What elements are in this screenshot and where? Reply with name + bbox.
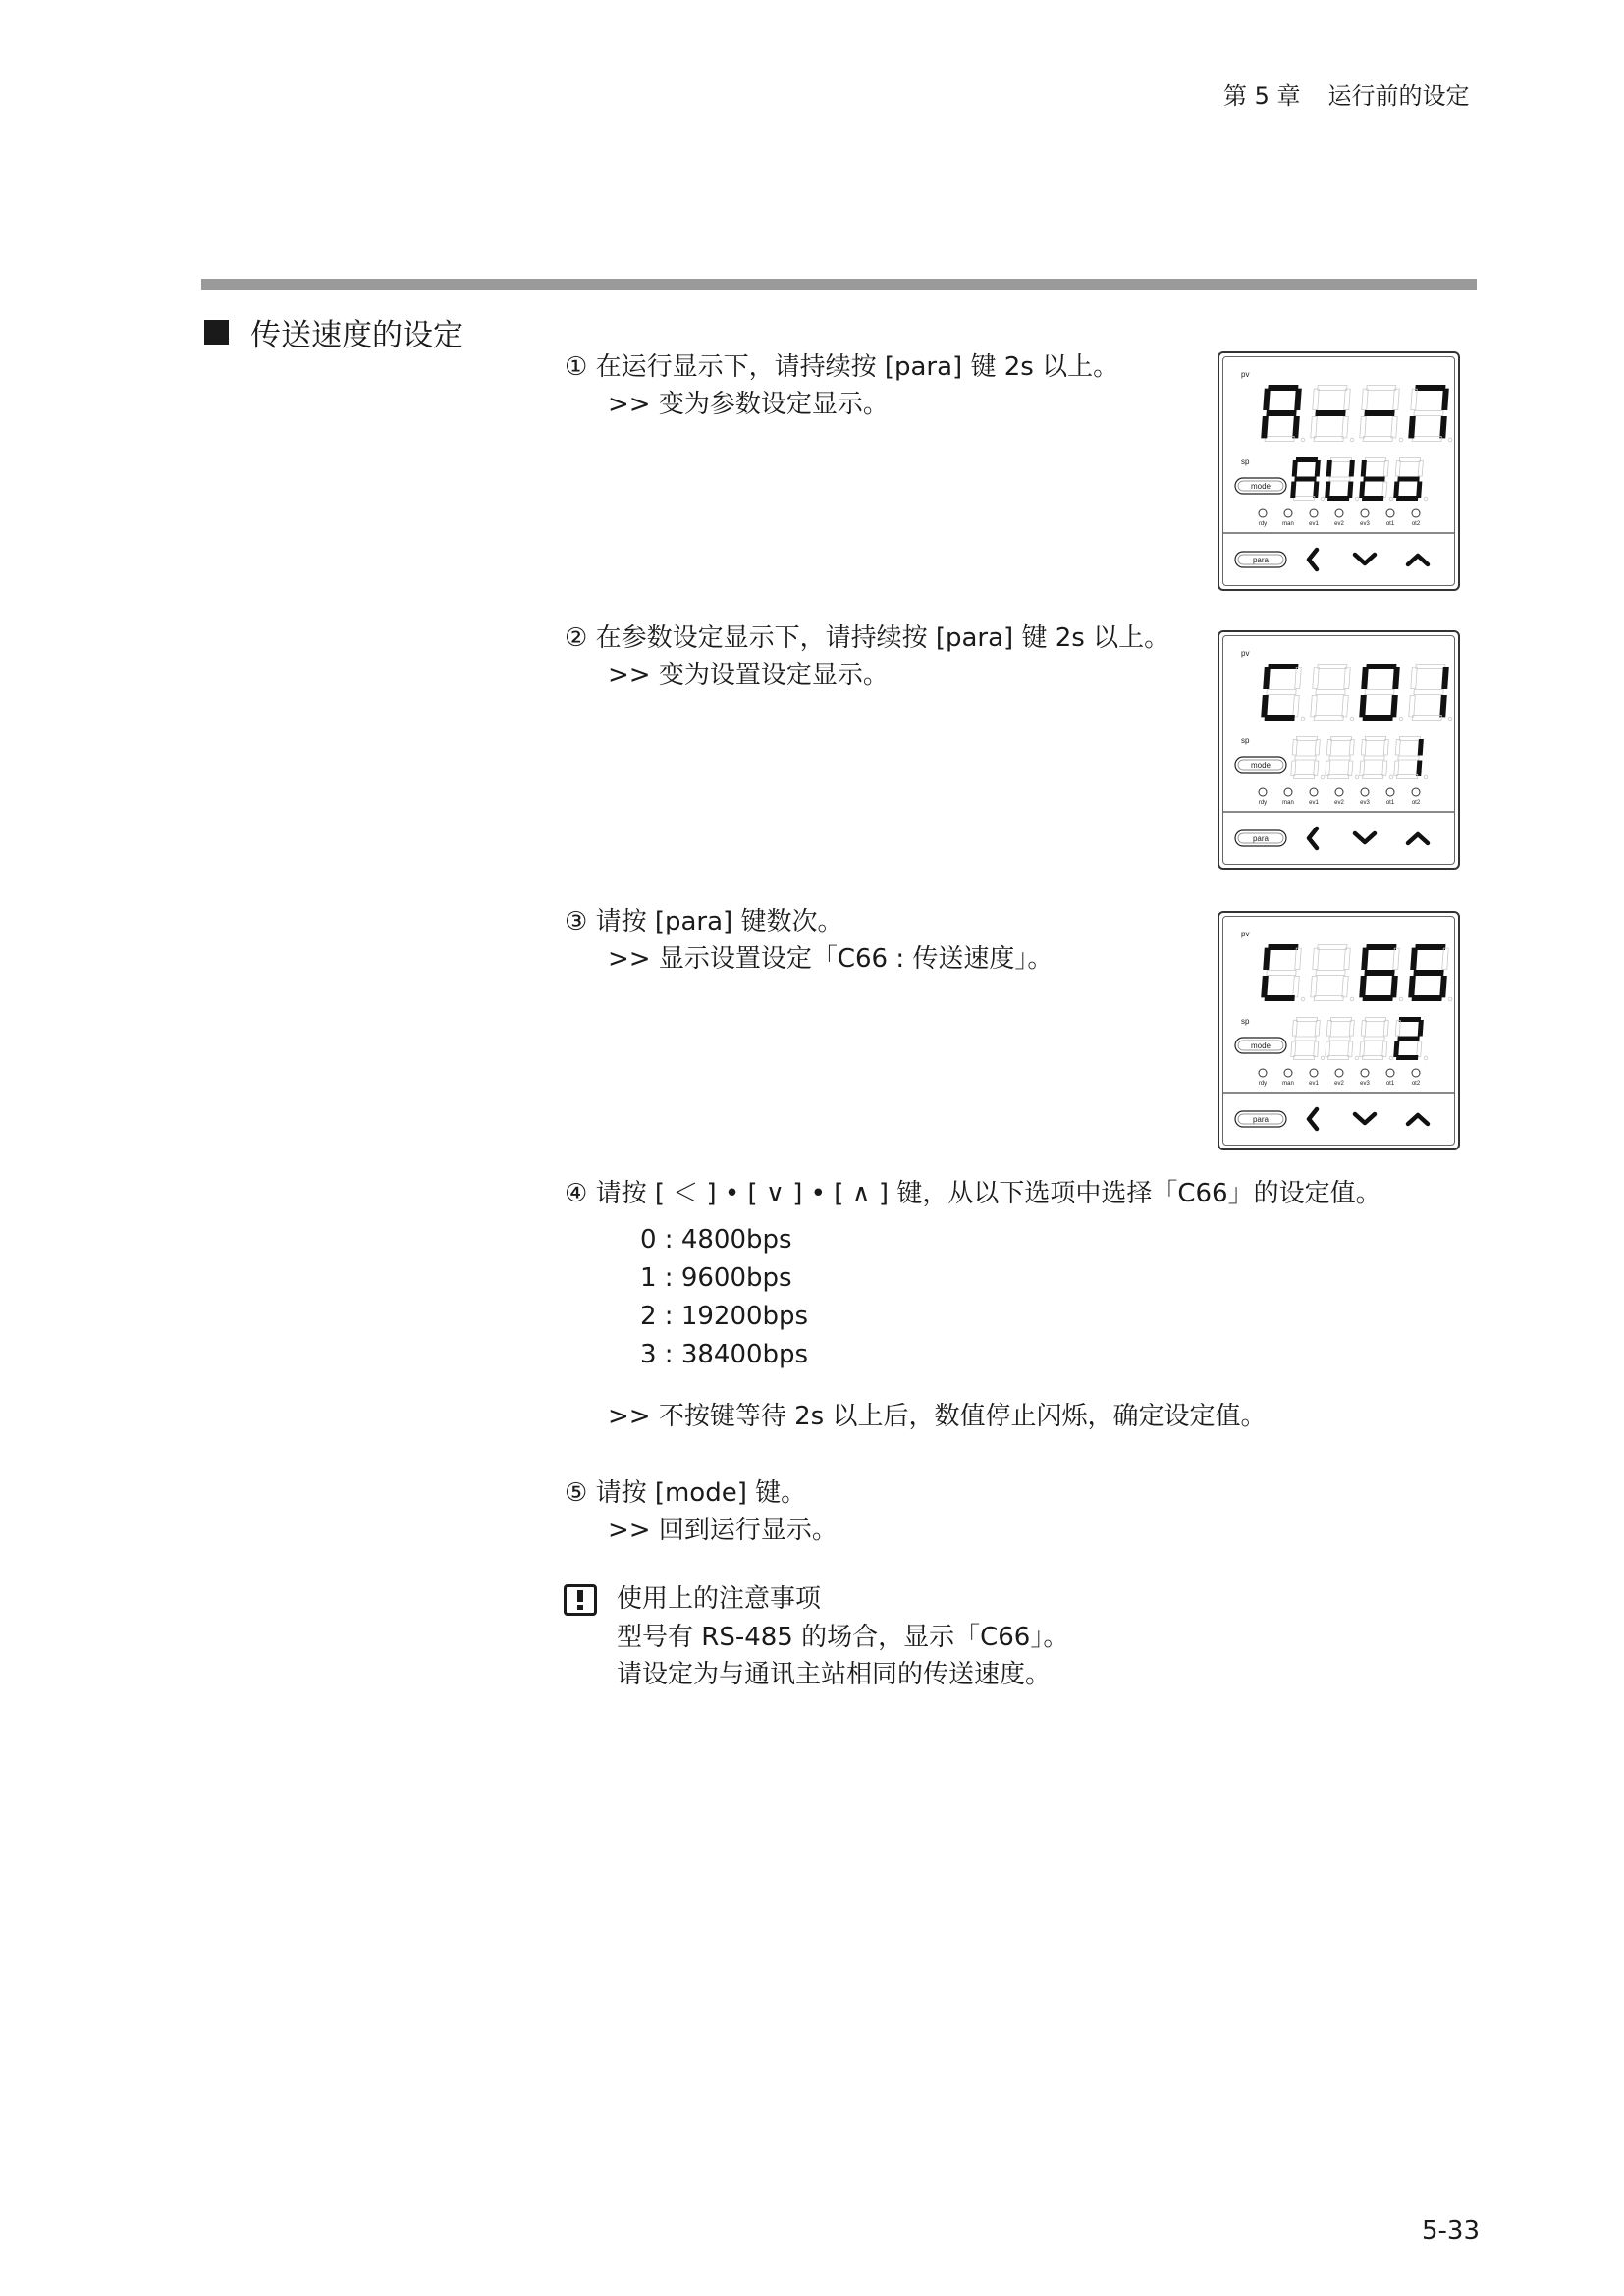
square-bullet-icon (204, 320, 229, 345)
mode-button-label: mode (1250, 1041, 1272, 1050)
step-5-text: ⑤ 请按 [mode] 键。 (565, 1478, 807, 1508)
caution-icon (564, 1584, 597, 1616)
sp-digit (1326, 1018, 1359, 1060)
pv-digit (1311, 945, 1354, 1001)
indicator-label: ot1 (1385, 800, 1395, 806)
sp-digit (1360, 737, 1393, 779)
indicator-label: ev3 (1360, 800, 1370, 806)
indicator-label: ev1 (1309, 1081, 1319, 1087)
mode-button-label: mode (1250, 482, 1272, 491)
pv-label: pv (1241, 649, 1250, 658)
pv-digit (1409, 665, 1452, 721)
left-arrow-key-icon[interactable] (1309, 550, 1317, 569)
indicator-label: ev1 (1309, 800, 1319, 806)
pv-digit (1360, 386, 1403, 442)
indicator-label: man (1282, 521, 1294, 527)
down-arrow-key-icon[interactable] (1355, 555, 1375, 563)
indicator-label: ev1 (1309, 521, 1319, 527)
step-1-text: ① 在运行显示下，请持续按 [para] 键 2s 以上。 (565, 352, 1119, 382)
section-title: 传送速度的设定 (250, 318, 463, 353)
step-5 (565, 1474, 838, 1549)
indicator-lamp (1259, 1069, 1267, 1077)
indicator-label: ot2 (1411, 1081, 1421, 1087)
indicator-lamp (1284, 788, 1292, 796)
step-2-text: ② 在参数设定显示下，请持续按 [para] 键 2s 以上。 (565, 623, 1170, 653)
indicator-label: ev3 (1360, 1081, 1370, 1087)
sp-digit (1393, 458, 1428, 502)
indicator-lamp (1386, 509, 1394, 517)
pv-digit (1261, 664, 1305, 721)
para-button-label: para (1252, 834, 1270, 843)
step-5-result: >> 回到运行显示。 (608, 1516, 838, 1545)
indicator-lamp (1259, 788, 1267, 796)
pv-digit (1359, 944, 1403, 1001)
indicator-label: ot2 (1411, 521, 1421, 527)
step-3-result: >> 显示设置设定「C66 : 传送速度」。 (608, 944, 1054, 974)
sp-digit (1290, 457, 1325, 501)
indicator-lamp (1335, 788, 1343, 796)
pv-label: pv (1241, 930, 1250, 938)
sp-digit (1291, 737, 1325, 779)
controller-panel-c66-display (1218, 911, 1460, 1150)
indicator-lamp (1310, 509, 1318, 517)
option-item: 2 : 19200bps (640, 1302, 809, 1331)
pv-digit (1408, 385, 1452, 442)
panel-face (1219, 632, 1458, 868)
options-list (640, 1221, 808, 1374)
step-1 (565, 348, 1118, 423)
indicator-lamp (1412, 788, 1420, 796)
indicator-label: man (1282, 1081, 1294, 1087)
indicator-label: ot1 (1385, 521, 1395, 527)
note-line: 型号有 RS-485 的场合，显示「C66」。 (617, 1623, 1069, 1652)
option-item: 0 : 4800bps (640, 1225, 792, 1255)
sp-label: sp (1241, 1017, 1250, 1026)
indicator-label: ev3 (1360, 521, 1370, 527)
sp-digit (1359, 458, 1393, 502)
note-line: 请设定为与通讯主站相同的传送速度。 (617, 1660, 1052, 1689)
indicator-label: rdy (1258, 800, 1268, 806)
page-number: 5-33 (1422, 2216, 1481, 2246)
indicator-label: ot2 (1411, 800, 1421, 806)
sp-digit (1326, 737, 1359, 779)
left-arrow-key-icon[interactable] (1309, 828, 1317, 848)
indicator-lamp (1284, 509, 1292, 517)
controller-panel-run-display (1218, 351, 1460, 591)
indicator-lamp (1361, 788, 1369, 796)
pv-digit (1261, 944, 1305, 1001)
chapter-label: 第 5 章 (1223, 82, 1301, 110)
left-arrow-key-icon[interactable] (1309, 1109, 1317, 1129)
section-heading (204, 310, 463, 354)
note-title: 使用上的注意事项 (617, 1584, 822, 1614)
up-arrow-key-icon[interactable] (1408, 1115, 1428, 1124)
indicator-label: ot1 (1385, 1081, 1395, 1087)
para-button-label: para (1252, 1115, 1270, 1124)
down-arrow-key-icon[interactable] (1355, 1114, 1375, 1123)
note-body (617, 1619, 1068, 1693)
option-item: 3 : 38400bps (640, 1340, 809, 1369)
indicator-lamp (1310, 788, 1318, 796)
sp-label: sp (1241, 736, 1250, 745)
indicator-lamp (1335, 1069, 1343, 1077)
panel-face (1219, 353, 1458, 589)
indicator-lamp (1386, 1069, 1394, 1077)
step-1-result: >> 变为参数设定显示。 (608, 390, 889, 419)
pv-digit (1311, 386, 1354, 442)
indicator-lamp (1386, 788, 1394, 796)
indicator-lamp (1310, 1069, 1318, 1077)
mode-button-label: mode (1250, 761, 1272, 770)
page-header (1223, 77, 1470, 111)
pv-digit (1311, 665, 1354, 721)
sp-digit (1325, 458, 1359, 502)
step-3 (565, 903, 1053, 978)
down-arrow-key-icon[interactable] (1355, 833, 1375, 842)
indicator-lamp (1412, 1069, 1420, 1077)
step-4-result: >> 不按键等待 2s 以上后，数值停止闪烁，确定设定值。 (608, 1402, 1267, 1431)
chapter-title: 运行前的设定 (1327, 82, 1470, 110)
indicator-lamp (1412, 509, 1420, 517)
para-button-label: para (1252, 556, 1270, 564)
sp-digit (1360, 1018, 1393, 1060)
step-2-result: >> 变为设置设定显示。 (608, 661, 889, 690)
step-4-text: ④ 请按 [ ＜ ] • [ ∨ ] • [ ∧ ] 键，从以下选项中选择「C66」的设定值。 (565, 1179, 1381, 1208)
up-arrow-key-icon[interactable] (1408, 834, 1428, 843)
step-3-text: ③ 请按 [para] 键数次。 (565, 907, 843, 936)
sp-digit (1393, 1017, 1428, 1060)
indicator-label: ev2 (1334, 521, 1344, 527)
step-2 (565, 619, 1169, 694)
indicator-lamp (1361, 1069, 1369, 1077)
indicator-lamp (1361, 509, 1369, 517)
indicator-label: man (1282, 800, 1294, 806)
sp-digit (1394, 737, 1428, 779)
pv-digit (1359, 664, 1403, 721)
up-arrow-key-icon[interactable] (1408, 556, 1428, 564)
controller-panel-setup-display (1218, 630, 1460, 870)
pv-digit (1261, 385, 1305, 442)
pv-label: pv (1241, 370, 1250, 379)
section-rule (201, 279, 1477, 290)
indicator-label: ev2 (1334, 1081, 1344, 1087)
indicator-label: rdy (1258, 1081, 1268, 1087)
indicator-lamp (1284, 1069, 1292, 1077)
pv-digit (1408, 944, 1452, 1001)
panel-face (1219, 913, 1458, 1148)
indicator-label: rdy (1258, 521, 1268, 527)
indicator-lamp (1335, 509, 1343, 517)
option-item: 1 : 9600bps (640, 1263, 792, 1293)
sp-digit (1291, 1018, 1325, 1060)
indicator-lamp (1259, 509, 1267, 517)
sp-label: sp (1241, 457, 1250, 466)
indicator-label: ev2 (1334, 800, 1344, 806)
